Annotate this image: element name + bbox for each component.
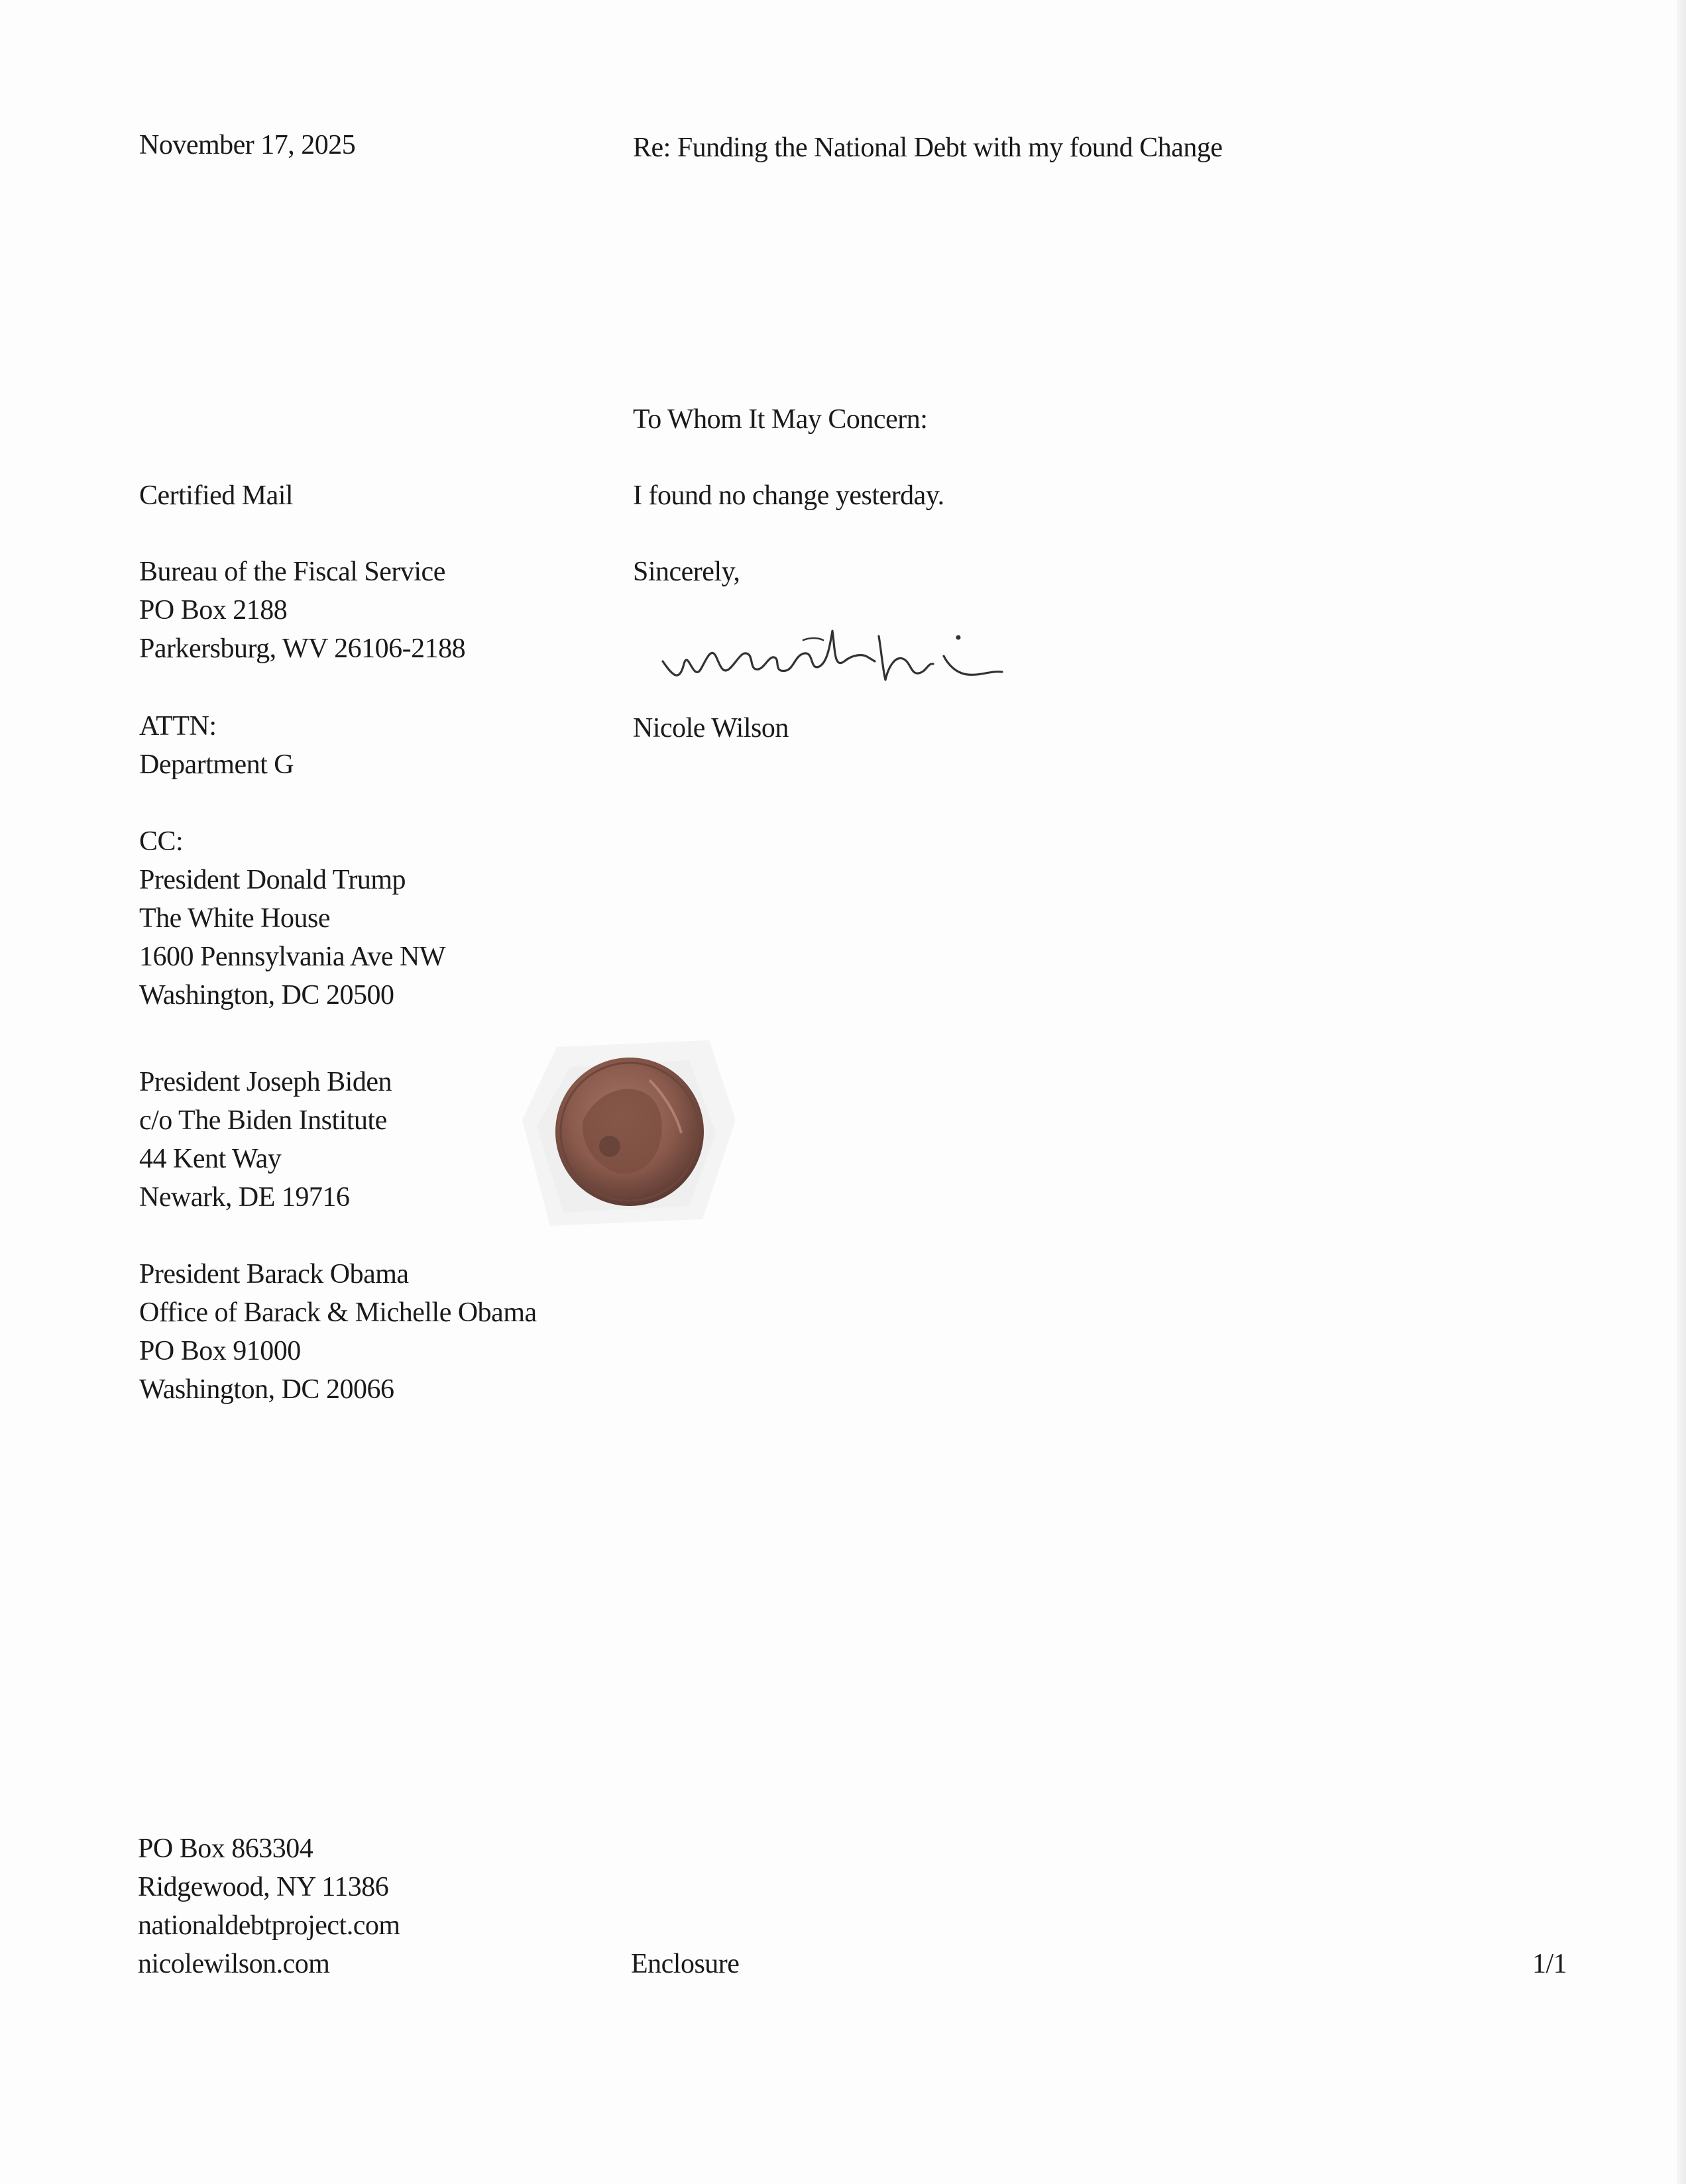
sender-website: nationaldebtproject.com — [138, 1910, 400, 1941]
cc-line: Office of Barack & Michelle Obama — [139, 1297, 537, 1328]
signature-image — [656, 610, 1014, 696]
sender-line: Ridgewood, NY 11386 — [138, 1872, 389, 1902]
cc-line: President Barack Obama — [139, 1259, 409, 1289]
page-number: 1/1 — [1532, 1949, 1567, 1979]
enclosure-label: Enclosure — [631, 1949, 740, 1979]
coin-image — [510, 1020, 749, 1246]
cc-line: Washington, DC 20066 — [139, 1374, 394, 1405]
cc-line: The White House — [139, 903, 330, 934]
signer-name: Nicole Wilson — [633, 713, 789, 743]
cc-line: c/o The Biden Institute — [139, 1105, 387, 1136]
cc-line: Newark, DE 19716 — [139, 1182, 350, 1213]
cc-label: CC: — [139, 826, 184, 857]
sender-website: nicolewilson.com — [138, 1949, 330, 1979]
letter-date: November 17, 2025 — [139, 130, 356, 160]
cc-line: 1600 Pennsylvania Ave NW — [139, 942, 445, 972]
address-line: Parkersburg, WV 26106-2188 — [139, 633, 466, 664]
closing: Sincerely, — [633, 557, 740, 587]
cc-block — [139, 822, 445, 1014]
cc-line: PO Box 91000 — [139, 1336, 301, 1366]
cc-line: 44 Kent Way — [139, 1144, 282, 1174]
salutation: To Whom It May Concern: — [633, 404, 928, 435]
cc-line: President Donald Trump — [139, 865, 406, 895]
cc-recipient-obama — [139, 1255, 537, 1409]
attention-block — [139, 707, 294, 784]
attention-department: Department G — [139, 749, 294, 780]
address-line: PO Box 2188 — [139, 595, 288, 626]
cc-line: President Joseph Biden — [139, 1067, 392, 1097]
recipient-address — [139, 553, 465, 668]
cc-line: Washington, DC 20500 — [139, 980, 394, 1010]
letter-body: I found no change yesterday. — [633, 480, 944, 511]
cc-recipient-biden — [139, 1063, 392, 1217]
mailing-method: Certified Mail — [139, 480, 294, 511]
scan-edge — [1677, 0, 1686, 2184]
letter-subject: Re: Funding the National Debt with my found Change — [633, 133, 1223, 163]
sender-address — [138, 1829, 400, 1983]
address-line: Bureau of the Fiscal Service — [139, 557, 445, 587]
attention-label: ATTN: — [139, 711, 217, 741]
sender-line: PO Box 863304 — [138, 1833, 313, 1864]
